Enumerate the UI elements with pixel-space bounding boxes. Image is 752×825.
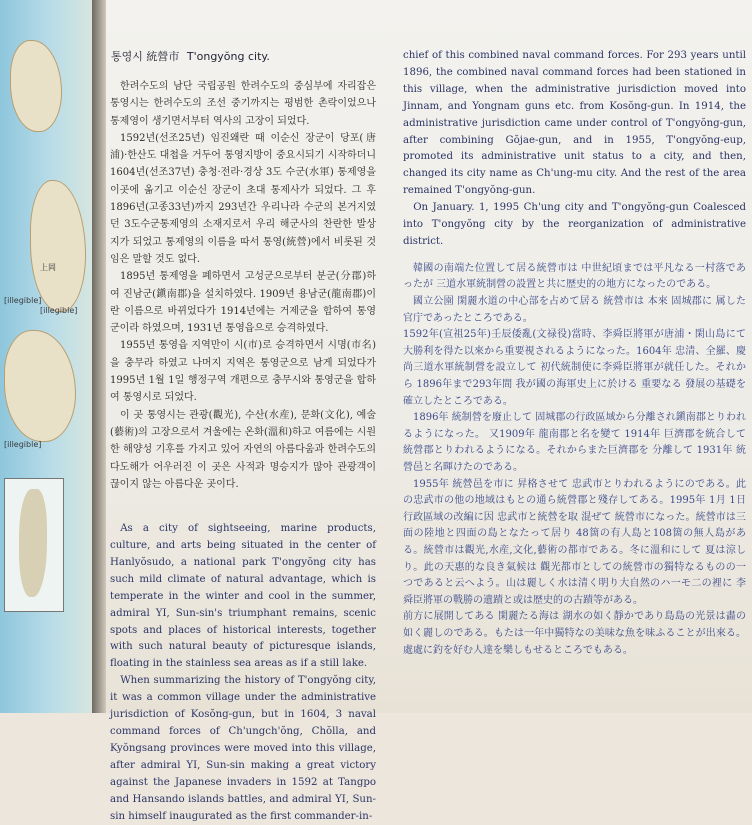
map-illustration	[0, 0, 92, 713]
title-english: T'ongyŏng city.	[186, 50, 270, 63]
map-label: [illegible]	[4, 296, 42, 305]
book-gutter	[92, 0, 106, 713]
map-label: 上岡	[40, 263, 56, 272]
map-land	[10, 40, 62, 132]
korea-peninsula-shape	[19, 489, 47, 597]
english-paragraph: As a city of sightseeing, marine products, culture, and arts being situated in the center of Hanlyŏsudo, a national park T'ongyŏng city has such mild climate of natural advantage, which is temperate in the winter and cool in the summer, admiral YI, Sun-sin's triumphant remains, scenic spots and places of historical interests, together with such natural beauty of picturesque islands, floating in the stainless sea areas as if a still lake.	[110, 523, 376, 670]
japanese-paragraph: 1955年 統營邑を市に 昇格させて 忠武市とりわれるようにのである。此の忠武市の他の地域はもとの通ら統營郡と殘存してある。1995年 1月 1日 行政區域の改編に因 忠武市と統營を取 混ぜて 統營市になった。統營市は三面の陸地と四面の島となたって居り 48箇の有人島と108箇の無人島がある。統營市は觀光,水産,文化,藝術の都市である。冬に溫和にして 夏は涼しり。此の天惠的な良き氣候は 觀光都市としての統營市の獨特なるものの一つであると云へよう。山は麗しく水は清く明り大自然のハ一モ二の裡に 李舜臣將軍の戰勝の遺蹟と或は歴史的の古蹟等がある。	[403, 478, 746, 606]
book-page	[106, 0, 752, 822]
japanese-paragraph: 1592年(宣祖25年)壬辰倭亂(文禄役)當時、李舜臣將軍が唐浦・閑山島にて大勝利を得た以來から重要視されるようになった。1604年 忠清、全羅、慶尚三道水軍統制營を設立して 初代統制使に李舜臣將軍が就任した。それから 1896年まで293年間 我が國の海軍史上に於ける 重要なる 發展の基礎を確立したところである。	[403, 329, 746, 407]
right-column	[403, 48, 746, 659]
map-land	[4, 330, 76, 442]
korea-inset-map	[4, 478, 64, 612]
english-paragraph: When summarizing the history of T'ongyŏng city, it was a common village under the administrative jurisdiction of Kosŏng-gun, but in 1604, 3 naval command forces of Ch'ungch'ŏng, Chŏlla, and Kyŏngsang provinces were moved into this village, after admiral YI, Sun-sin making a great victory against the Japanese invaders in 1592 at Tangpo and Hansando islands battles, and admiral YI, Sun-sin himself inaugurated as the first commander-in-	[110, 675, 376, 822]
japanese-paragraph: 前方に展開してある 閑麗たる海は 湖水の如く靜かであり島島の光景は畵の如く麗しのである。もたは一年中獨特なの美味な魚を味ふることが出來る。處處に釣を好む人達を樂しもせるところでもある。	[403, 611, 746, 656]
korean-paragraph: 1955년 통영읍 지역만이 시(市)로 승격하면서 시명(市名)을 충무라 하였고 나머지 지역은 통영군으로 남게 되었다가 1995년 1월 1일 행정구역 개편으로 충무시와 통영군을 합하여 통영시로 되었다.	[110, 340, 376, 404]
japanese-paragraph: 國立公園 閑麗水道の中心部を占めて居る 統營市は 本來 固城郡に 属した官庁であったところである。	[403, 296, 746, 324]
english-paragraph: On January. 1, 1995 Ch'ung city and T'ongyŏng-gun Coalesced into T'ongyŏng city by the reorganization of administrative district.	[403, 202, 746, 247]
japanese-paragraph: 1896年 統制營を廢止して 固城郡の行政區域から分離され鎭南郡とりわれるようになった。 又1909年 龍南郡と名を變て 1914年 巨濟郡を統合して統營郡とりわれるようになる。それからまた巨濟郡を 分離して 1931年 統營邑と名暉けたのである。	[403, 412, 746, 473]
korean-paragraph: 이 곳 통영시는 관광(觀光), 수산(水産), 문화(文化), 예술(藝術)의 고장으로서 겨울에는 온화(溫和)하고 여름에는 시원한 해양성 기후를 가지고 있어 자연의 아름다움과 한려수도의 다도해가 어우러진 이 곳은 사적과 명승지가 많아 관광객이 끊이지 않는 아름다운 곳이다.	[110, 409, 376, 490]
map-label: [illegible]	[40, 306, 78, 315]
title-korean: 통영시 統營市	[111, 50, 180, 63]
korean-paragraph: 1895년 통제영을 폐하면서 고성군으로부터 분군(分郡)하여 진남군(鎭南郡)을 설치하였다. 1909년 용남군(龍南郡)이란 이름으로 바뀌었다가 1914년에는 거제군을 합하여 통영군이라 하였으며, 1931년 통영읍으로 승격하였다.	[110, 271, 376, 335]
map-label: [illegible]	[4, 440, 42, 449]
japanese-paragraph: 韓國の南端た位置して居る統營市は 中世紀頃までは平凡なる一村落であったが 三道水軍統制營の設置と共に歴史的の地方になったのである。	[403, 262, 746, 291]
english-paragraph: chief of this combined naval command forces. For 293 years until 1896, the combined naval command forces had been stationed in this village, when the administrative jurisdiction moved into Jinnam, and Yongnam guns etc. from Kosŏng-gun. In 1914, the administrative jurisdiction came under control of T'ongyŏng-gun, after combining Gŏjae-gun, and in 1955, T'ongyŏng-eup, promoted its administrative unit status to a city, and then, changed its city name as Ch'ung-mu city. And the rest of the area remained T'ongyŏng-gun.	[403, 50, 746, 197]
page-title	[111, 48, 381, 64]
map-land	[30, 180, 86, 312]
korean-paragraph: 한려수도의 남단 국립공원 한려수도의 중심부에 자리잡은 통영시는 한려수도의 조선 중기까지는 평범한 촌락이었으나 통제영이 생기면서부터 역사의 고장이 되었다.	[110, 81, 376, 127]
korean-paragraph: 1592년(선조25년) 임진왜란 때 이순신 장군이 당포(唐浦)·한산도 대첩을 거두어 통영지방이 중요시되기 시작하더니 1604년(선조37년) 충청·전라·경상 3도 수군(水軍) 통제영을 이곳에 옮기고 이순신 장군이 초대 통제사가 되었다. 그 후 1896년(고종33년)까지 293년간 우리나라 수군의 본거지였던 3도수군통제영의 소재지로서 우리 해군사의 찬란한 발상지가 되었고 통제영의 이름을 따서 통영(統營)에서 비롯된 것임은 말할 것도 없다.	[110, 132, 376, 265]
